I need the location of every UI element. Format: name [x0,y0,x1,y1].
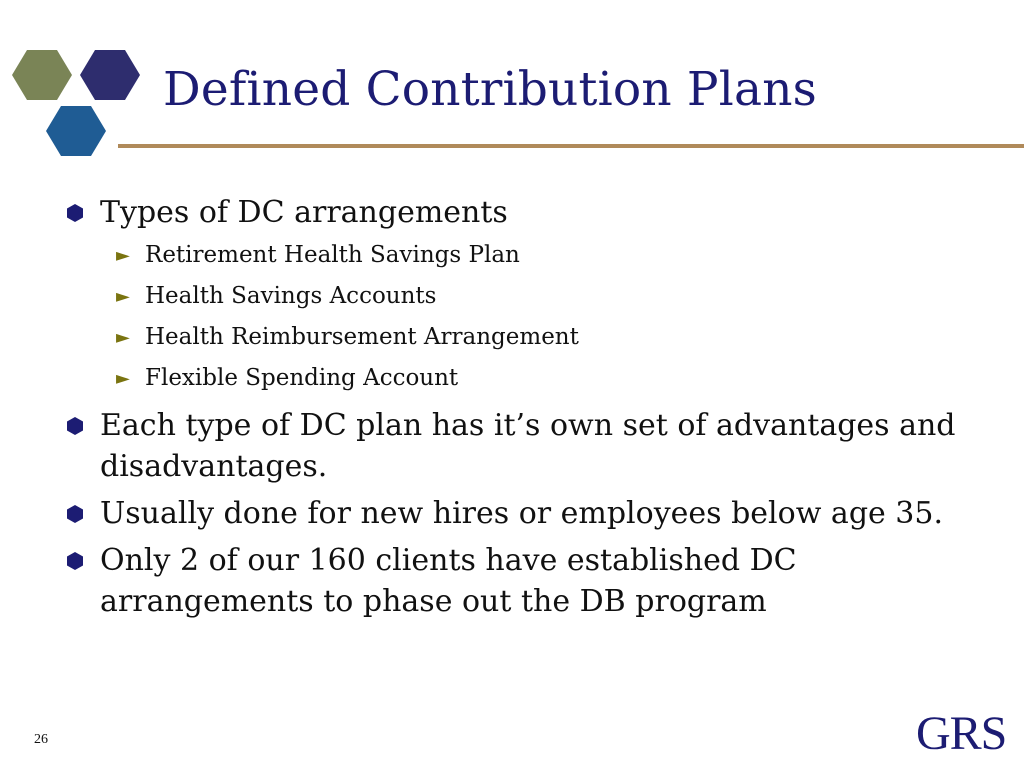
sub-bullet-item [62,276,982,317]
sub-bullet-text: Retirement Health Savings Plan [145,242,520,268]
sub-bullet-item [62,317,982,358]
triangle-arrow-icon: ► [116,286,130,307]
bullet-text: Each type of DC plan has it’s own set of advantages and disadvantages. [100,408,956,484]
sub-bullet-item [62,235,982,276]
sub-bullet-text: Health Reimbursement Arrangement [145,324,579,350]
bullet-item [62,405,982,487]
title-divider [118,144,1024,148]
sub-bullet-text: Flexible Spending Account [145,365,459,391]
hexagon-bullet-icon [66,552,84,570]
sub-bullet-list [62,235,982,399]
slide-title: Defined Contribution Plans [163,62,817,117]
brand-logo-text: GRS [916,707,1007,760]
bullet-item [62,192,982,233]
hexagon-bullet-icon [66,505,84,523]
page-number: 26 [34,732,48,747]
bullet-item [62,540,982,622]
hexagon-bullet-icon [66,417,84,435]
slide-content [62,192,982,622]
bullet-text: Usually done for new hires or employees below age 35. [100,496,944,531]
bullet-item [62,493,982,534]
sub-bullet-item [62,358,982,399]
hexagon-bullet-icon [66,204,84,222]
hexagon-blue-icon [46,106,106,156]
bullet-text: Only 2 of our 160 clients have established DC arrangements to phase out the DB program [100,543,797,619]
hexagon-logo [8,48,148,168]
hexagon-navy-icon [80,50,140,100]
triangle-arrow-icon: ► [116,245,130,266]
triangle-arrow-icon: ► [116,327,130,348]
triangle-arrow-icon: ► [116,368,130,389]
hexagon-olive-icon [12,50,72,100]
sub-bullet-text: Health Savings Accounts [145,283,437,309]
bullet-text: Types of DC arrangements [100,195,508,230]
